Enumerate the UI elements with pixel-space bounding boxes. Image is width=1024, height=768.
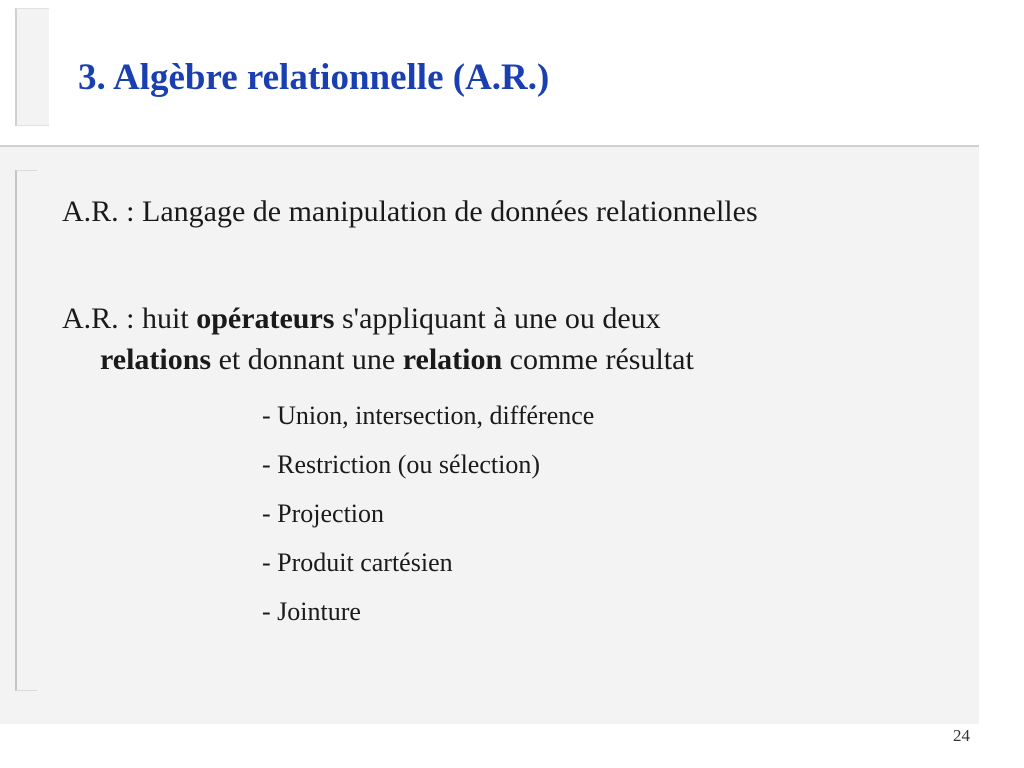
content-decoration — [15, 170, 37, 691]
slide-number: 24 — [953, 726, 970, 745]
text-segment: comme résultat — [502, 343, 694, 376]
title-decoration — [15, 8, 49, 126]
list-item: - Jointure — [262, 597, 361, 626]
list-item: - Produit cartésien — [262, 548, 453, 577]
bold-term-relations: relations — [100, 343, 212, 376]
list-item: - Restriction (ou sélection) — [262, 450, 540, 479]
text-segment: et donnant une — [211, 343, 403, 376]
text-segment: A.R. : huit — [62, 302, 197, 335]
paragraph-operators-line2 — [62, 339, 932, 380]
paragraph-operators — [62, 298, 932, 380]
paragraph-definition: A.R. : Langage de manipulation de données relationnelles — [62, 195, 758, 228]
text-segment: s'appliquant à une ou deux — [334, 302, 661, 335]
list-item: - Union, intersection, différence — [262, 401, 595, 430]
slide-title: 3. Algèbre relationnelle (A.R.) — [78, 57, 550, 98]
bold-term-relation: relation — [402, 343, 503, 376]
paragraph-operators-line1 — [62, 298, 932, 339]
list-item: - Projection — [262, 499, 385, 528]
bold-term-operateurs: opérateurs — [196, 302, 335, 335]
operator-list — [262, 398, 594, 643]
